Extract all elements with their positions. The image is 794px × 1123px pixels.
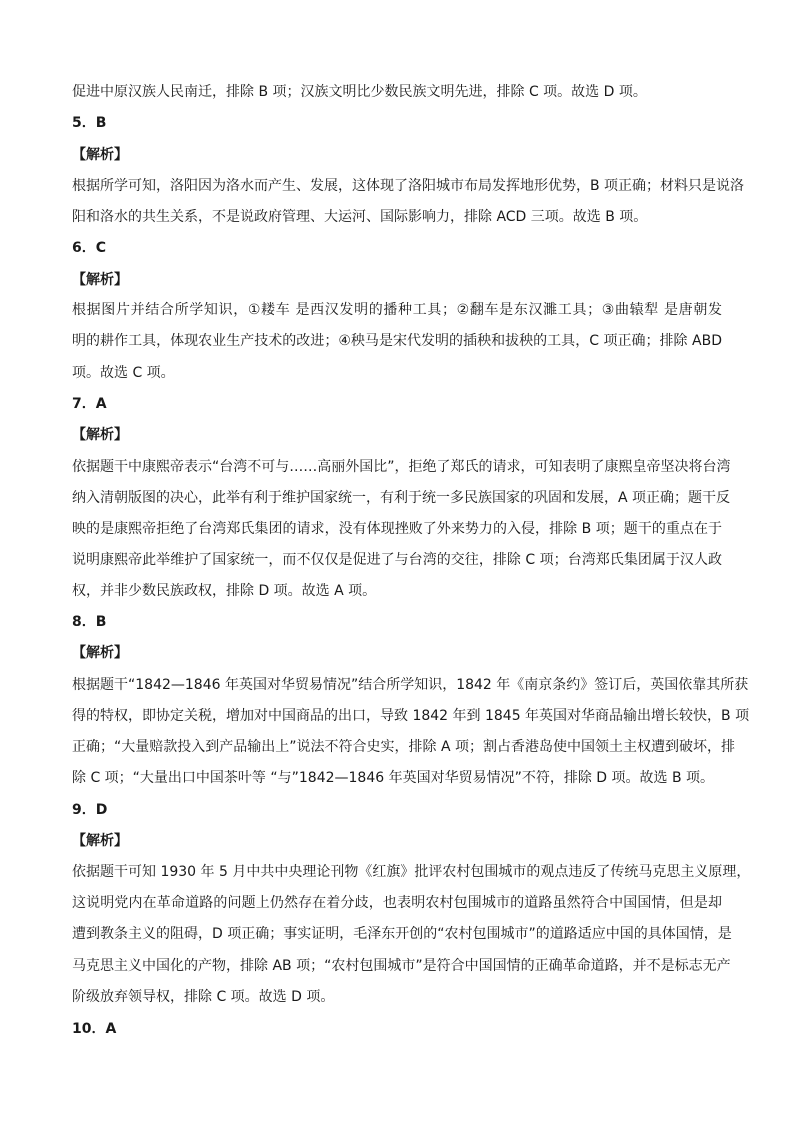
body-text-line: 除 C 项；“大量出口中国茶叶等 “与”1842—1846 年英国对华贸易情况”不符，排除 D 项。故选 B 项。 — [72, 770, 715, 786]
body-text-line: 阳和洛水的共生关系，不是说政府管理、大运河、国际影响力，排除 ACD 三项。故选 B 项。 — [72, 209, 648, 225]
body-text-line: 说明康熙帝此举维护了国家统一，而不仅仅是促进了与台湾的交往，排除 C 项；台湾郑氏集团属于汉人政 — [72, 552, 722, 568]
body-text-line: 依据题干可知 1930 年 5 月中共中央理论刊物《红旗》批评农村包围城市的观点违反了传统马克思主义原理， — [72, 864, 751, 880]
body-text-line: 项。故选 C 项。 — [72, 365, 175, 381]
question-number: 7．A — [72, 396, 107, 412]
question-number: 8．B — [72, 614, 107, 630]
question-number: 6．C — [72, 240, 107, 256]
body-text-line: 映的是康熙帝拒绝了台湾郑氏集团的请求，没有体现挫败了外来势力的入侵，排除 B 项；题干的重点在于 — [72, 521, 722, 537]
question-number: 10．A — [72, 1021, 117, 1037]
analysis-heading: 【解析】 — [72, 272, 128, 288]
analysis-heading: 【解析】 — [72, 833, 128, 849]
analysis-heading: 【解析】 — [72, 427, 128, 443]
body-text-line: 得的特权，即协定关税，增加对中国商品的出口，导致 1842 年到 1845 年英国对华商品输出增长较快，B 项 — [72, 708, 750, 724]
body-text-line: 阶级放弃领导权，排除 C 项。故选 D 项。 — [72, 989, 335, 1005]
body-text-line: 根据题干“1842—1846 年英国对华贸易情况”结合所学知识，1842 年《南京条约》签订后，英国依靠其所获 — [72, 677, 749, 693]
body-text-line: 这说明党内在革命道路的问题上仍然存在着分歧，也表明农村包围城市的道路虽然符合中国国情，但是却 — [72, 895, 722, 911]
body-text-line: 促进中原汉族人民南迁，排除 B 项；汉族文明比少数民族文明先进，排除 C 项。故选 D 项。 — [72, 84, 647, 100]
analysis-heading: 【解析】 — [72, 147, 128, 163]
body-text-line: 纳入清朝版图的决心，此举有利于维护国家统一，有利于统一多民族国家的巩固和发展，A 项正确；题干反 — [72, 490, 731, 506]
body-text-line: 依据题干中康熙帝表示“台湾不可与……高丽外国比”，拒绝了郑氏的请求，可知表明了康熙皇帝坚决将台湾 — [72, 459, 731, 475]
body-text-line: 根据图片并结合所学知识，①耧车 是西汉发明的播种工具；②翻车是东汉濉工具；③曲辕犁 是唐朝发 — [72, 302, 722, 318]
body-text-line: 正确；“大量赔款投入到产品输出上”说法不符合史实，排除 A 项；割占香港岛使中国领土主权遭到破坏，排 — [72, 739, 735, 755]
body-text-line: 马克思主义中国化的产物，排除 AB 项；“农村包围城市”是符合中国国情的正确革命道路，并不是标志无产 — [72, 958, 731, 974]
question-number: 9．D — [72, 802, 108, 818]
body-text-line: 权，并非少数民族政权，排除 D 项。故选 A 项。 — [72, 583, 377, 599]
question-number: 5．B — [72, 115, 107, 131]
body-text-line: 遭到教条主义的阻碍，D 项正确；事实证明，毛泽东开创的“农村包围城市”的道路适应中国的具体国情，是 — [72, 926, 732, 942]
body-text-line: 根据所学可知，洛阳因为洛水而产生、发展，这体现了洛阳城市布局发挥地形优势，B 项正确；材料只是说洛 — [72, 178, 745, 194]
body-text-line: 明的耕作工具，体现农业生产技术的改进；④秧马是宋代发明的插秧和拔秧的工具，C 项正确；排除 ABD — [72, 333, 722, 349]
analysis-heading: 【解析】 — [72, 645, 128, 661]
